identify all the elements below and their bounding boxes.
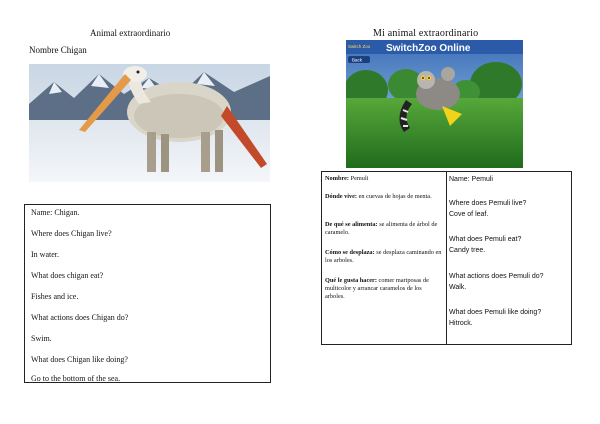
- left-title: Animal extraordinario: [90, 28, 171, 38]
- answer-line: Swim.: [31, 334, 52, 343]
- es-value: Pemuli: [349, 175, 369, 182]
- en-line: Cove of leaf.: [449, 211, 489, 218]
- en-line: Walk.: [449, 284, 467, 291]
- game-logo: SwitchZoo Online: [386, 43, 471, 54]
- game-badge: Switch Zoo: [348, 44, 371, 49]
- chigan-answer-box: [24, 204, 271, 383]
- chigan-photo: [29, 64, 270, 182]
- table-divider: [446, 172, 447, 344]
- es-label: Qué le gusta hacer:: [325, 277, 377, 284]
- es-label: De qué se alimenta:: [325, 221, 378, 228]
- left-name-line: Nombre Chigan: [29, 45, 87, 55]
- answer-line: Go to the bottom of the sea.: [31, 374, 121, 383]
- answer-line: In water.: [31, 250, 59, 259]
- pemuli-table: [321, 171, 572, 345]
- answer-line: Name: Chigan.: [31, 208, 80, 217]
- en-line: What does Pemuli like doing?: [449, 309, 542, 316]
- pemuli-photo: [346, 40, 523, 168]
- answer-line: Where does Chigan live?: [31, 229, 112, 238]
- answer-line: Fishes and ice.: [31, 292, 79, 301]
- es-donde: [325, 193, 443, 201]
- es-value: en cuevas de hojas de menta.: [357, 193, 432, 200]
- en-line: Candy tree.: [449, 247, 486, 254]
- answer-line: What does chigan eat?: [31, 271, 104, 280]
- es-label: Dónde vive:: [325, 193, 358, 200]
- es-label: Cómo se desplaza:: [325, 249, 375, 256]
- es-nombre: [325, 175, 443, 183]
- en-line: What does Pemuli eat?: [449, 236, 522, 243]
- answer-line: What actions does Chigan do?: [31, 313, 129, 322]
- es-gusta: [325, 277, 443, 301]
- right-title: Mi animal extraordinario: [373, 28, 479, 39]
- es-alimenta: [325, 221, 443, 237]
- en-line: Name: Pemuli: [449, 176, 493, 183]
- en-line: What actions does Pemuli do?: [449, 273, 544, 280]
- es-value: comer mariposas de multicolor y arrancar caramelos de los arboles.: [325, 277, 429, 300]
- es-label: Nombre:: [325, 175, 350, 182]
- en-line: Hitrock.: [449, 320, 473, 327]
- es-value: se alimenta de árbol de caramelo.: [325, 221, 438, 236]
- en-line: Where does Pemuli live?: [449, 200, 527, 207]
- back-button-label: Back: [352, 57, 363, 63]
- answer-line: What does Chigan like doing?: [31, 355, 128, 364]
- es-desplaza: [325, 249, 443, 265]
- es-value: se desplaza caminando en los arboles.: [325, 249, 442, 264]
